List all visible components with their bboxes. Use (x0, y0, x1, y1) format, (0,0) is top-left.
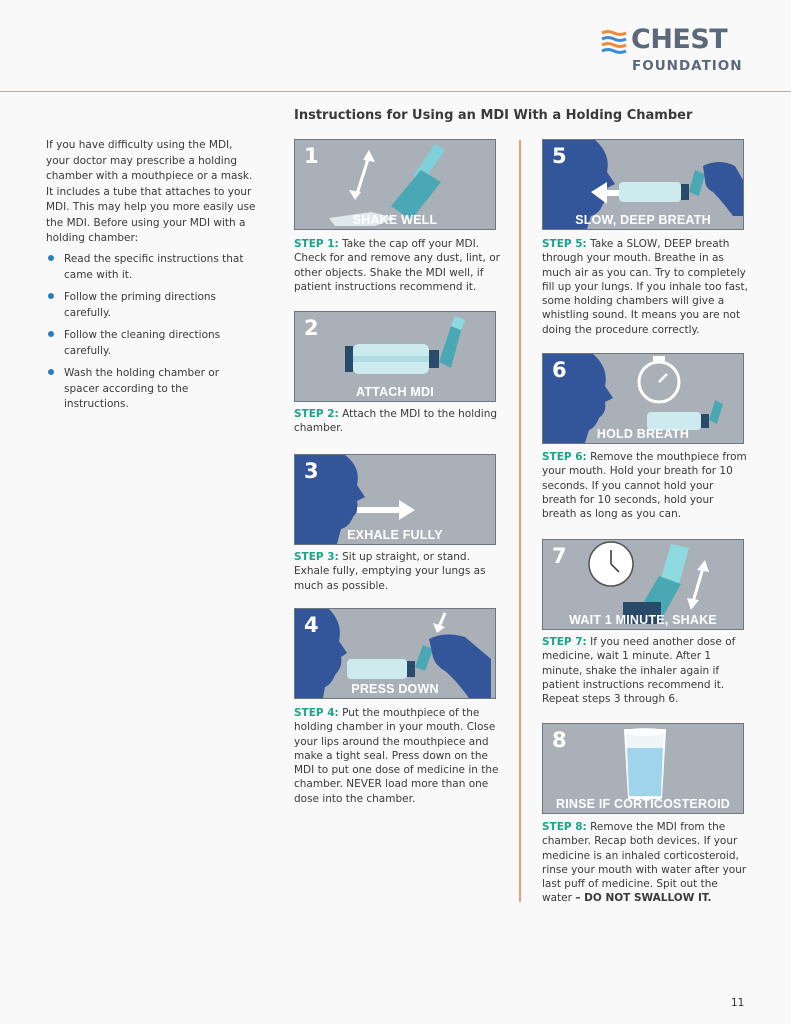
chest-logo-icon (600, 30, 628, 56)
step-number: 4 (304, 613, 319, 637)
bullet-item: Read the specific instructions that came with it. (46, 252, 256, 283)
step-5-illustration (542, 139, 744, 230)
step-6-illustration (542, 353, 744, 444)
step-body: Remove the mouthpiece from your mouth. Hold your breath for 10 seconds. If you cannot hold your breath for 10 seconds, hold your breath as long as you can. (542, 451, 747, 521)
bullet-item: Wash the holding chamber or spacer according to the instructions. (46, 366, 256, 413)
bullet-dot-icon (48, 255, 54, 261)
step-label: STEP 1: (294, 238, 339, 250)
step-number: 3 (304, 459, 319, 483)
step-4-text (294, 706, 500, 806)
step-number: 6 (552, 358, 567, 382)
step-3-text (294, 550, 500, 593)
bullet-item: Follow the cleaning directions carefully. (46, 328, 256, 359)
step-warning: – DO NOT SWALLOW IT. (575, 892, 712, 905)
step-label: STEP 3: (294, 551, 339, 563)
step-2-text (294, 407, 500, 436)
step-caption: SHAKE WELL (352, 213, 438, 227)
step-1-illustration (294, 139, 496, 230)
step-number: 7 (552, 544, 567, 568)
step-body: Put the mouthpiece of the holding chamber in your mouth. Close your lips around the mouthpiece and make a tight seal. Press down on the MDI to put one dose of medicine in the chamber. NEVER load more than one dose into the chamber. (294, 707, 499, 805)
step-number: 1 (304, 144, 319, 168)
step-5-text (542, 237, 748, 337)
step-body: Attach the MDI to the holding chamber. (294, 408, 498, 435)
step-8-illustration (542, 723, 744, 814)
step-3-illustration (294, 454, 496, 545)
bullet-dot-icon (48, 369, 54, 375)
bullet-dot-icon (48, 331, 54, 337)
step-caption: PRESS DOWN (351, 682, 439, 696)
chest-foundation-logo (598, 26, 758, 76)
step-caption: ATTACH MDI (356, 385, 434, 399)
step-label: STEP 2: (294, 408, 339, 420)
step-1-text (294, 237, 500, 294)
step-6-text (542, 450, 748, 521)
step-8-text (542, 820, 748, 906)
step-label: STEP 6: (542, 451, 587, 463)
step-number: 5 (552, 144, 567, 168)
step-label: STEP 8: (542, 821, 587, 833)
step-label: STEP 4: (294, 707, 339, 719)
step-caption: WAIT 1 MINUTE, SHAKE (569, 613, 717, 627)
step-7-illustration (542, 539, 744, 630)
bullet-list (46, 252, 256, 420)
brand-name: CHEST (631, 24, 728, 55)
step-body: Remove the MDI from the chamber. Recap both devices. If your medicine is an inhaled corticosteroid, rinse your mouth with water after your last puff of medicine. Spit out the water (542, 821, 747, 905)
step-label: STEP 5: (542, 238, 587, 250)
step-caption: SLOW, DEEP BREATH (575, 213, 711, 227)
page-title: Instructions for Using an MDI With a Holding Chamber (294, 108, 693, 123)
page-header (0, 0, 791, 92)
step-number: 2 (304, 316, 319, 340)
step-body: Sit up straight, or stand. Exhale fully, emptying your lungs as much as possible. (294, 551, 486, 592)
bullet-item: Follow the priming directions carefully. (46, 290, 256, 321)
step-caption: EXHALE FULLY (347, 528, 443, 542)
step-body: If you need another dose of medicine, wait 1 minute. After 1 minute, shake the inhaler again if patient instructions recommend it. Repeat steps 3 through 6. (542, 636, 736, 706)
step-body: Take a SLOW, DEEP breath through your mouth. Breathe in as much air as you can. Try to completely fill up your lungs. If you inhale too fast, some holding chambers will give a whistling sound. It means you are not doing the procedure correctly. (542, 238, 748, 336)
brand-sub: FOUNDATION (632, 58, 743, 74)
intro-text: If you have difficulty using the MDI, your doctor may prescribe a holding chamber with a mouthpiece or a mask. It includes a tube that attaches to your MDI. This may help you more easily use the MDI. Before using your MDI with a holding chamber: (46, 139, 256, 244)
step-4-illustration (294, 608, 496, 699)
step-2-illustration (294, 311, 496, 402)
step-caption: RINSE IF CORTICOSTEROID (555, 797, 731, 811)
bullet-dot-icon (48, 293, 54, 299)
step-number: 8 (552, 728, 567, 752)
page-number: 11 (731, 997, 745, 1009)
step-7-text (542, 635, 748, 706)
step-label: STEP 7: (542, 636, 587, 648)
step-body: Take the cap off your MDI. Check for and remove any dust, lint, or other objects. Shake the MDI well, if patient instructions recommend it. (294, 238, 500, 293)
column-divider (519, 140, 521, 902)
step-caption: HOLD BREATH (596, 427, 690, 441)
